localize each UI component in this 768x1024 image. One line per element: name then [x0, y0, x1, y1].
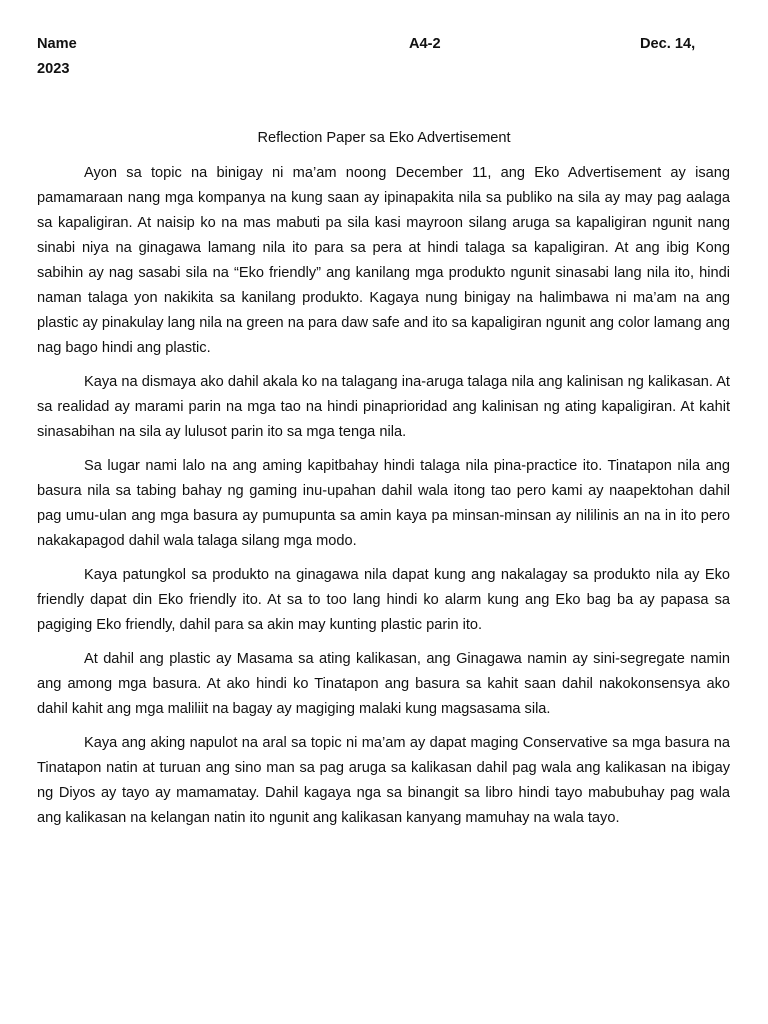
document-title: Reflection Paper sa Eko Advertisement: [257, 130, 511, 146]
header-year: 2023: [37, 61, 70, 77]
paragraph: Ayon sa topic na binigay ni ma’am noong December 11, ang Eko Advertisement ay isang pamamaraan nang mga kompanya na kung saan ay ipinapakita nila sa publiko na sila ay may pag aalaga sa kapaligiran. At naisip ko na mas mabuti pa sila kasi mayroon silang aruga sa kapaligiran ngunit nang sinabi niya na ginagawa lamang nila ito para sa pera at hindi talaga sa kapaligiran. At ang ibig Kong sabihin ay nag sasabi sila na “Eko friendly” ang kanilang mga produkto ngunit sinasabi lang nila ito, hindi naman talaga yon nakikita sa kanilang produkto. Kagaya nung binigay na halimbawa ni ma’am na ang plastic ay pinakulay lang nila na green na para daw safe and ito sa kapaligiran ngunit ang color lamang ang nag bago hindi ang plastic.: [37, 165, 730, 356]
paragraph: Kaya patungkol sa produkto na ginagawa nila dapat kung ang nakalagay sa produkto nila ay Eko friendly dapat din Eko friendly ito. At sa to too lang hindi ko alarm kung ang Eko bag ba ay papasa sa pagiging Eko friendly, dahil para sa akin may kunting plastic parin ito.: [37, 567, 730, 633]
paragraph: Kaya na dismaya ako dahil akala ko na talagang ina-aruga talaga nila ang kalinisan ng kalikasan. At sa realidad ay marami parin na mga tao na hindi pinaprioridad ang kalinisan ng ating kapaligiran. At kahit sinasabihan na sila ay lulusot parin ito sa mga tenga nila.: [37, 374, 730, 440]
paragraph: Sa lugar nami lalo na ang aming kapitbahay hindi talaga nila pina-practice ito. Tinatapon nila ang basura nila sa tabing bahay ng gaming inu-upahan dahil wala itong tao pero kami ay naapektohan dahil pag umu-ulan ang mga basura ay pumupunta sa amin kaya pa minsan-minsan ay nililinis an na in ito pero nakakapagod dahil wala talaga silang mga modo.: [37, 458, 730, 549]
paragraph: At dahil ang plastic ay Masama sa ating kalikasan, ang Ginagawa namin ay sini-segregate namin ang among mga basura. At ako hindi ko Tinatapon ang basura sa kahit saan dahil nakokonsensya ako dahil kahit ang mga maliliit na bagay ay magiging malaki kung magsasama sila.: [37, 651, 730, 717]
header-name: Name: [37, 36, 77, 52]
header-section: A4-2: [409, 36, 441, 52]
header-date: Dec. 14,: [640, 36, 696, 52]
document-body: [37, 161, 730, 840]
paragraph: Kaya ang aking napulot na aral sa topic ni ma’am ay dapat maging Conservative sa mga basura na Tinatapon natin at turuan ang sino man sa pag aruga sa kalikasan dahil pag wala ang kalikasan na ibigay ng Diyos ay tayo ay mamamatay. Dahil kagaya nga sa binangit sa libro hindi tayo mabubuhay pag wala ang kalikasan na kelangan natin ito ngunit ang kalikasan kanyang mamuhay na wala tayo.: [37, 735, 730, 826]
